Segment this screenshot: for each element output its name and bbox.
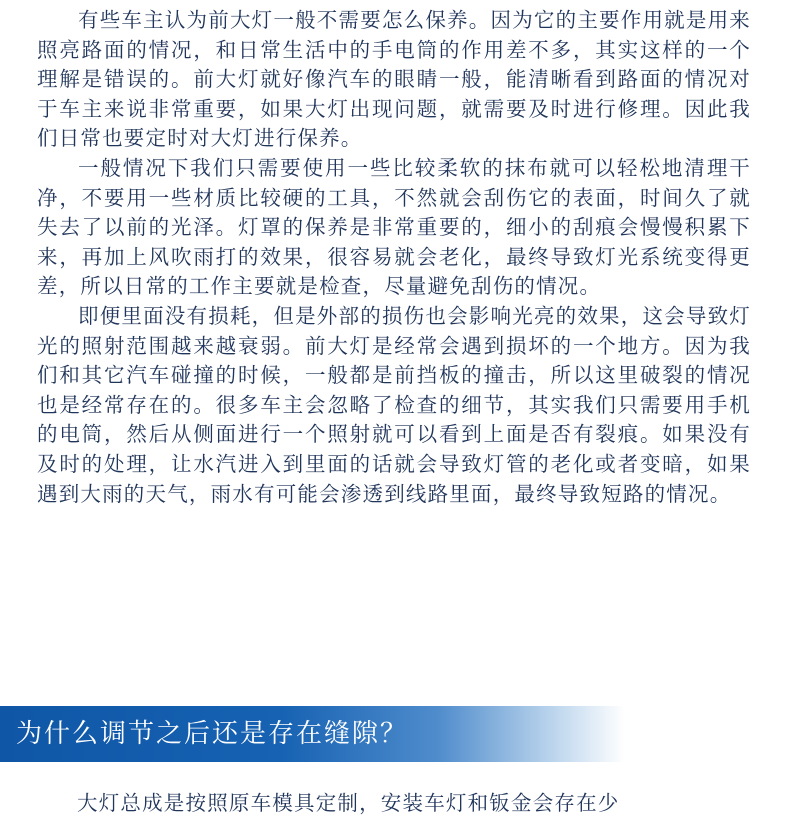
paragraph-next-section: 大灯总成是按照原车模具定制，安装车灯和钣金会存在少 — [77, 791, 620, 815]
section-header-bar — [0, 706, 625, 762]
paragraph-damage-inspection: 即便里面没有损耗，但是外部的损伤也会影响光亮的效果，这会导致灯光的照射范围越来越衰弱。前大灯是经常会遇到损坏的一个地方。因为我们和其它汽车碰撞的时候，一般都是前挡板的撞击，所以这里破裂的情况也是经常存在的。很多车主会忽略了检查的细节，其实我们只需要用手机的电筒，然后从侧面进行一个照射就可以看到上面是否有裂痕。如果没有及时的处理，让水汽进入到里面的话就会导致灯管的老化或者变暗，如果遇到大雨的天气，雨水有可能会渗透到线路里面，最终导致短路的情况。 — [37, 303, 751, 506]
paragraph-headlight-maintenance: 有些车主认为前大灯一般不需要怎么保养。因为它的主要作用就是用来照亮路面的情况，和日常生活中的手电筒的作用差不多，其实这样的一个理解是错误的。前大灯就好像汽车的眼睛一般，能清晰看到路面的情况对于车主来说非常重要，如果大灯出现问题，就需要及时进行修理。因此我们日常也要定时对大灯进行保养。 — [37, 8, 751, 151]
article-body — [37, 6, 751, 509]
section-title: 为什么调节之后还是存在缝隙？ — [16, 719, 409, 749]
paragraph-cleaning-lampshade: 一般情况下我们只需要使用一些比较柔软的抹布就可以轻松地清理干净，不要用一些材质比较硬的工具，不然就会刮伤它的表面，时间久了就失去了以前的光泽。灯罩的保养是非常重要的，细小的刮痕会慢慢积累下来，再加上风吹雨打的效果，很容易就会老化，最终导致灯光系统变得更差，所以日常的工作主要就是检查，尽量避免刮伤的情况。 — [37, 155, 751, 299]
